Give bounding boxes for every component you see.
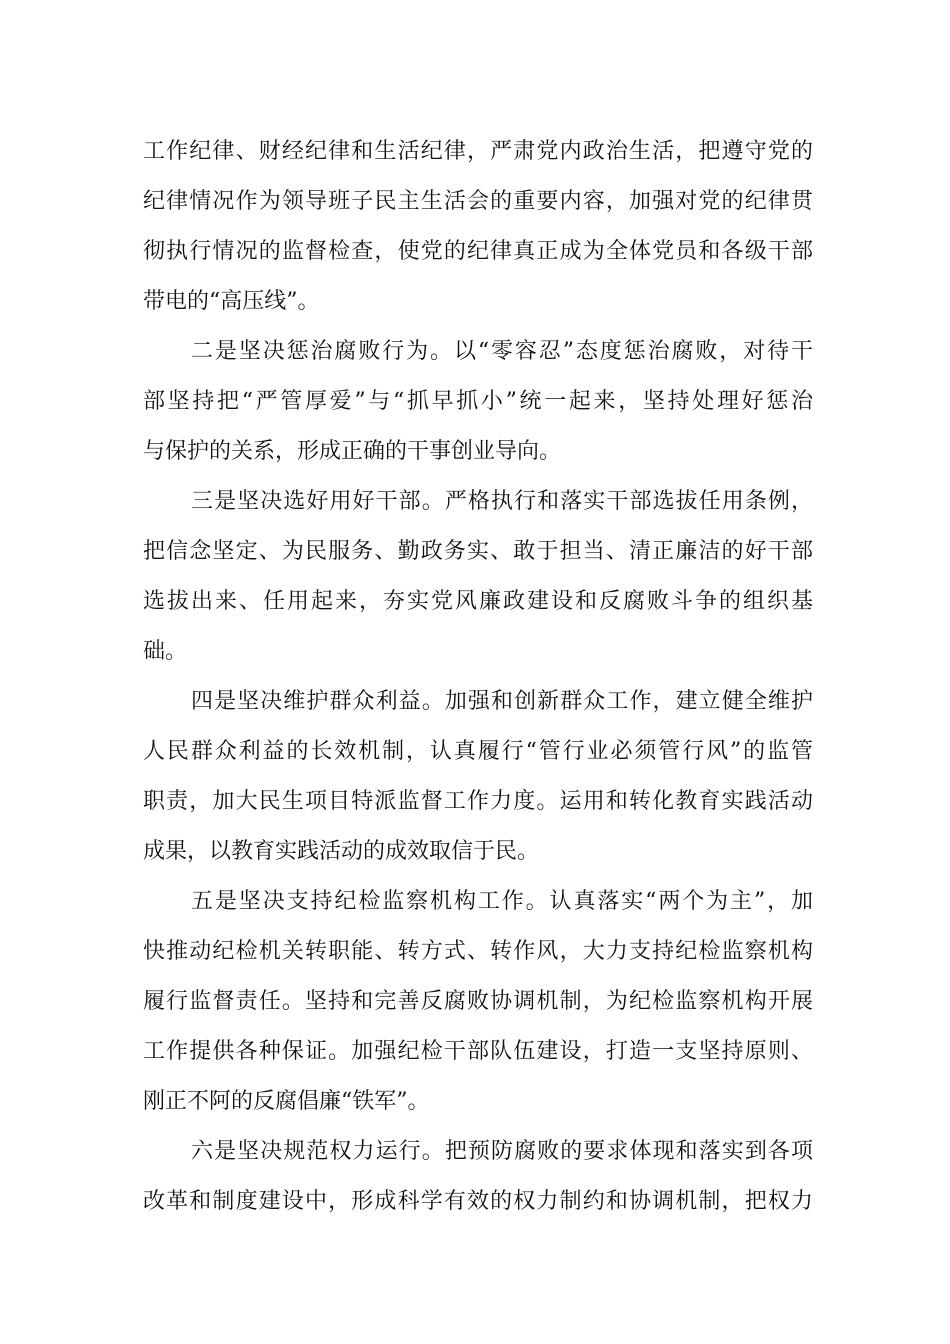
- text-line: 工作提供各种保证。加强纪检干部队伍建设，打造一支坚持原则、: [143, 1039, 813, 1064]
- text-line: 改革和制度建设中，形成科学有效的权力制约和协调机制，把权力: [143, 1189, 813, 1214]
- text-line: 六是坚决规范权力运行。把预防腐败的要求体现和落实到各项: [191, 1139, 813, 1164]
- text-line: 选拔出来、任用起来，夯实党风廉政建设和反腐败斗争的组织基: [143, 589, 813, 614]
- text-line: 四是坚决维护群众利益。加强和创新群众工作，建立健全维护: [191, 689, 813, 714]
- text-line: 快推动纪检机关转职能、转方式、转作风，大力支持纪检监察机构: [143, 939, 813, 964]
- text-line: 履行监督责任。坚持和完善反腐败协调机制，为纪检监察机构开展: [143, 989, 813, 1014]
- text-line: 工作纪律、财经纪律和生活纪律，严肃党内政治生活，把遵守党的: [143, 139, 813, 164]
- body-text: [143, 130, 813, 1230]
- text-line: 与保护的关系，形成正确的干事创业导向。: [143, 439, 562, 464]
- text-line: 彻执行情况的监督检查，使党的纪律真正成为全体党员和各级干部: [143, 239, 813, 264]
- text-line: 五是坚决支持纪检监察机构工作。认真落实“两个为主”，加: [191, 889, 813, 914]
- text-line: 础。: [143, 639, 188, 664]
- text-line: 人民群众利益的长效机制，认真履行“管行业必须管行风”的监管: [143, 739, 813, 764]
- text-line: 刚正不阿的反腐倡廉“铁军”。: [143, 1089, 430, 1114]
- text-line: 二是坚决惩治腐败行为。以“零容忍”态度惩治腐败，对待干: [191, 339, 813, 364]
- text-line: 三是坚决选好用好干部。严格执行和落实干部选拔任用条例，: [191, 489, 813, 514]
- text-line: 带电的“高压线”。: [143, 289, 320, 314]
- text-line: 纪律情况作为领导班子民主生活会的重要内容，加强对党的纪律贯: [143, 189, 813, 214]
- text-line: 把信念坚定、为民服务、勤政务实、敢于担当、清正廉洁的好干部: [143, 539, 813, 564]
- text-line: 部坚持把“严管厚爱”与“抓早抓小”统一起来，坚持处理好惩治: [143, 389, 813, 414]
- text-line: 成果，以教育实践活动的成效取信于民。: [143, 839, 540, 864]
- text-line: 职责，加大民生项目特派监督工作力度。运用和转化教育实践活动: [143, 789, 813, 814]
